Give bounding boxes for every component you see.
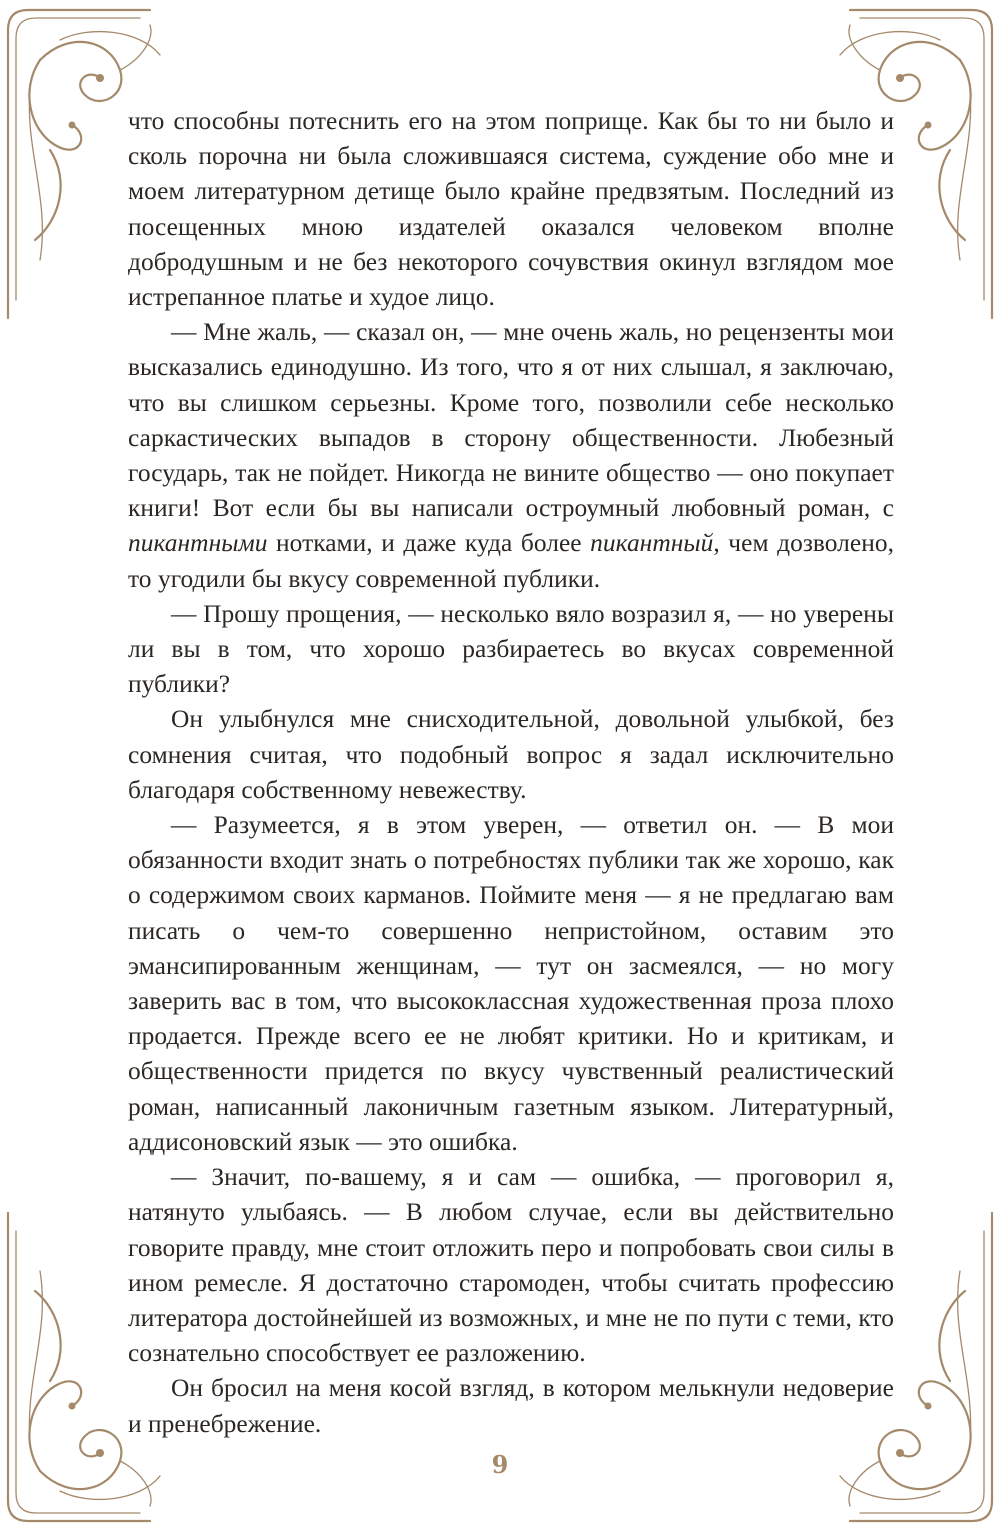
paragraph-continuation: что способны потеснить его на этом поприще. Как бы то ни было и сколь порочна ни была сложившаяся система, суждение обо мне и моем литературном детище было крайне предвзятым. Последний из посещенных мною издателей оказался человеком вполне добродушным и не без некоторого сочувствия окинул взглядом мое истрепанное платье и худое лицо. [128,107,894,312]
paragraph-text: нотками, и даже куда более [276,529,582,558]
paragraph-dialogue-publisher-2: — Разумеется, я в этом уверен, — ответил он. — В мои обязанности входит знать о потребностях публики так же хорошо, как о содержимом своих карманов. Поймите меня — я не предлагаю вам писать о чем-то совершенно непристойном, оставим это эмансипированным женщинам, — тут он засмеялся, — но могу заверить вас в том, что высококлассная художественная проза плохо продается. Прежде всего ее не любят критики. Но и критикам, и общественности придется по вкусу чувственный реалистический роман, написанный лаконичным газетным языком. Литературный, аддисоновский язык — это ошибка. [128,811,894,1156]
italic-word: пикантный [590,529,714,558]
paragraph-narration-2: Он бросил на меня косой взгляд, в котором мелькнули недоверие и пренебрежение. [128,1374,894,1438]
paragraph-text: , чем дозволено, то угодили бы вкусу современной публики. [128,529,894,593]
page-number: 9 [491,1450,509,1479]
paragraph-dialogue-reply-2: — Значит, по-вашему, я и сам — ошибка, — проговорил я, натянуто улыбаясь. — В любом случае, если вы действительно говорите правду, мне стоит отложить перо и попробовать свои силы в ином ремесле. Я достаточно старомоден, чтобы считать профессию литератора достойнейшей из возможных, и мне не по пути с теми, кто сознательно способствует ее разложению. [128,1163,894,1368]
italic-word: пикантными [128,529,268,558]
paragraph-text: — Мне жаль, — сказал он, — мне очень жаль, но рецензенты мои высказались единодушно. Из того, что я от них слышал, я заключаю, что вы слишком серьезны. Кроме того, позволили себе несколько саркастических выпадов в сторону общественности. Любезный государь, так не пойдет. Никогда не вините общество — оно покупает книги! Вот если бы вы написали остроумный любовный роман, с [128,318,894,523]
paragraph-narration: Он улыбнулся мне снисходительной, довольной улыбкой, без сомнения считая, что подобный вопрос я задал исключительно благодаря собственному невежеству. [128,705,894,804]
paragraph-dialogue-reply: — Прошу прощения, — несколько вяло возразил я, — но уверены ли вы в том, что хорошо разбираетесь во вкусах современной публики? [128,599,894,699]
body-text [128,104,894,1442]
paragraph-dialogue-publisher [128,315,894,597]
